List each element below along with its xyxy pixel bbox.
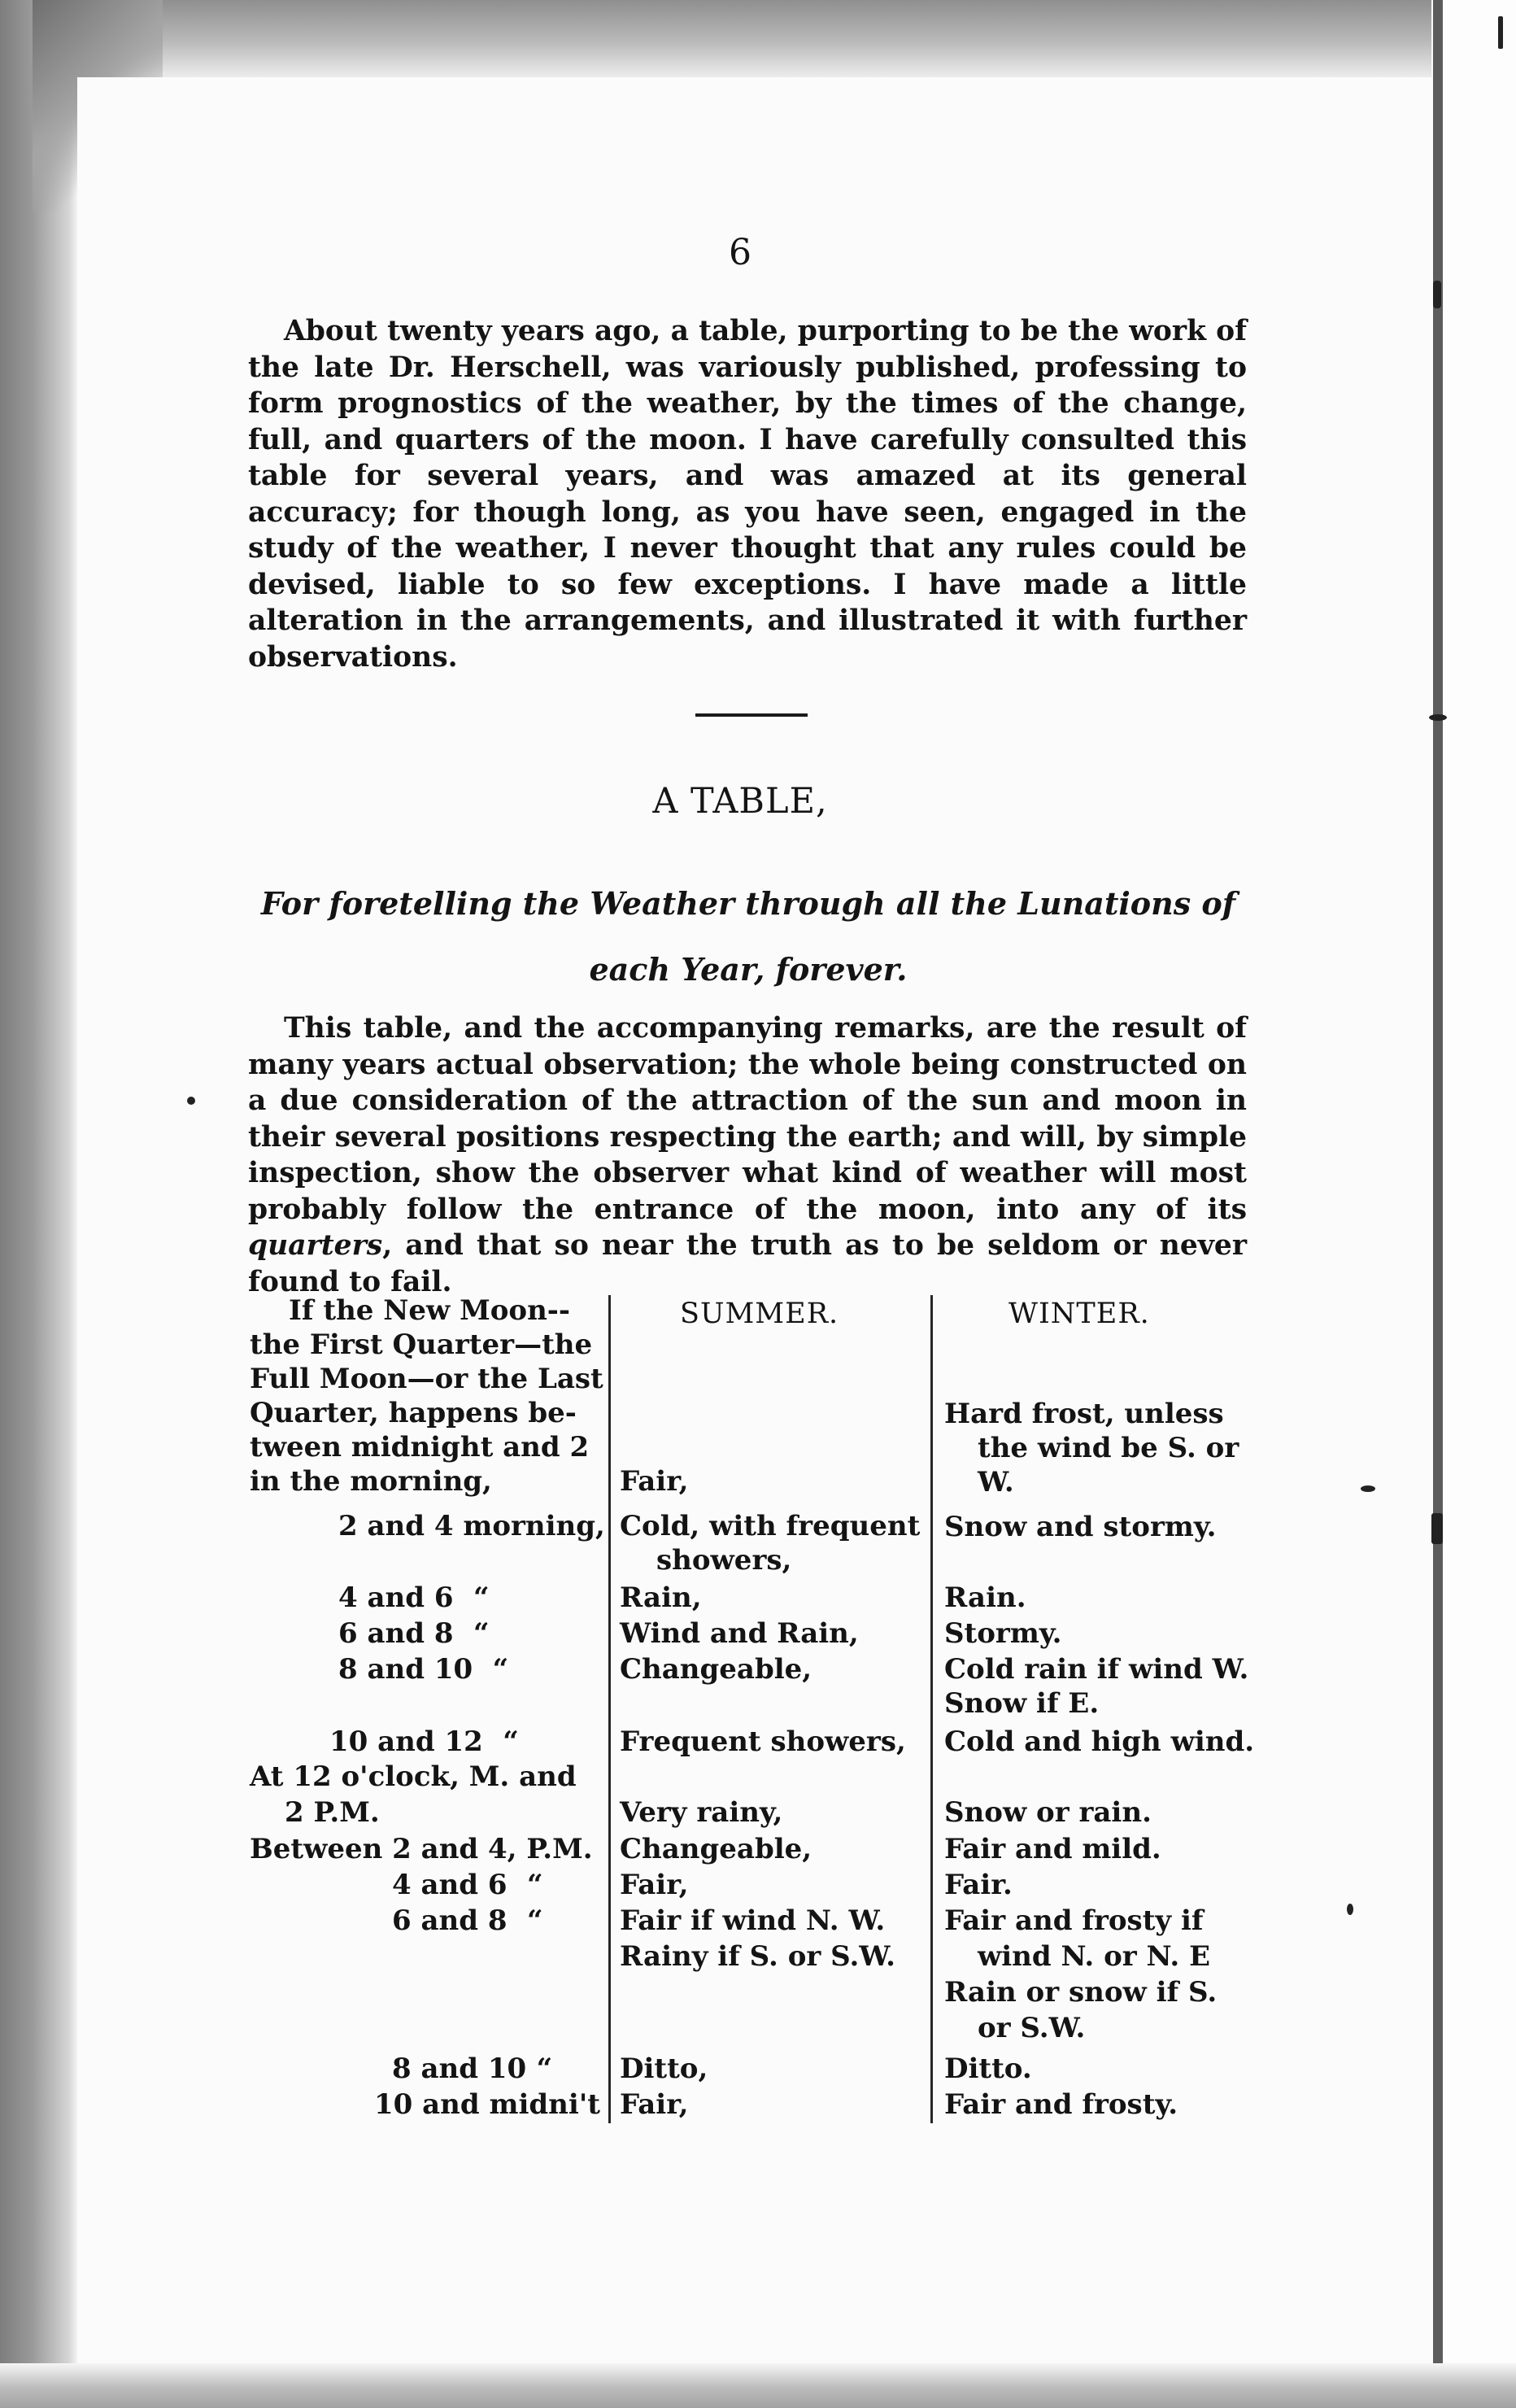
winter-cell: Cold and high wind. xyxy=(944,1725,1255,1758)
summer-header: SUMMER. xyxy=(680,1298,839,1330)
winter-cell: W. xyxy=(978,1466,1014,1498)
summer-cell: Frequent showers, xyxy=(620,1725,906,1758)
table-intro-line: If the New Moon-- xyxy=(289,1294,571,1327)
time-label: 6 and 8 xyxy=(338,1617,454,1650)
summer-cell: Ditto, xyxy=(620,2052,708,2085)
ink-speck xyxy=(1361,1485,1375,1492)
winter-cell: wind N. or N. E xyxy=(978,1940,1211,1973)
section-divider xyxy=(695,713,808,717)
description-text-end: , and that so near the truth as to be seldom or never found to fail. xyxy=(248,1229,1247,1298)
winter-cell: Hard frost, unless xyxy=(944,1398,1224,1430)
winter-cell: Fair and frosty. xyxy=(944,2088,1178,2121)
winter-cell: Snow and stormy. xyxy=(944,1511,1217,1543)
table-intro-line: Full Moon—or the Last xyxy=(250,1363,603,1395)
table-intro-line: Quarter, happens be- xyxy=(250,1397,577,1429)
winter-cell: Rain or snow if S. xyxy=(944,1976,1218,2009)
description-paragraph xyxy=(248,1010,1247,1300)
winter-cell: or S.W. xyxy=(978,2012,1086,2044)
winter-header: WINTER. xyxy=(1008,1298,1150,1330)
column-rule-1 xyxy=(608,1295,611,2123)
column-rule-2 xyxy=(930,1295,933,2123)
winter-cell: Rain. xyxy=(944,1581,1026,1614)
time-cell: 2 P.M. xyxy=(285,1796,380,1829)
ditto-mark: “ xyxy=(473,1617,490,1650)
time-label: 10 and 12 xyxy=(329,1725,483,1758)
time-cell xyxy=(338,1581,490,1615)
page-number: 6 xyxy=(729,232,751,273)
summer-cell: Fair, xyxy=(620,1465,689,1498)
summer-cell: Fair if wind N. W. xyxy=(620,1904,886,1937)
description-text: This table, and the accompanying remarks, are the result of many years actual observation; the whole being constructed on a due consideration of the attraction of the sun and moon in their several positions respecting the earth; and will, by simple inspection, show the observer what kind of weather will most probably follow the entrance of the moon, into any of its xyxy=(248,1012,1247,1226)
time-cell xyxy=(338,1616,490,1651)
table-subtitle: For foretelling the Weather through all the Lunations of each Year, forever. xyxy=(260,885,1236,988)
summer-cell: Very rainy, xyxy=(620,1796,783,1829)
time-cell: 2 and 4 morning, xyxy=(338,1510,605,1542)
ditto-mark: “ xyxy=(492,1653,509,1686)
winter-cell: Fair. xyxy=(944,1869,1013,1901)
ditto-mark: “ xyxy=(526,1904,543,1937)
time-label: 6 and 8 xyxy=(392,1904,508,1937)
ditto-mark: “ xyxy=(473,1581,490,1614)
ink-speck xyxy=(1433,281,1441,308)
table-intro-line: in the morning, xyxy=(250,1465,492,1498)
winter-cell: Cold rain if wind W. xyxy=(944,1653,1249,1686)
time-label: 4 and 6 xyxy=(338,1581,454,1614)
page-bottom-shadow xyxy=(0,2363,1516,2408)
ditto-mark: “ xyxy=(526,1869,543,1901)
winter-cell: Snow or rain. xyxy=(944,1796,1152,1829)
ink-speck xyxy=(1498,16,1503,49)
table-intro-line: tween midnight and 2 xyxy=(250,1431,590,1464)
time-cell xyxy=(392,1904,543,1938)
intro-paragraph: About twenty years ago, a table, purporting to be the work of the late Dr. Herschell, was variously published, professing to form prognostics of the weather, by the times of the change, full, and quarters of the moon. I have carefully consulted this table for several years, and was amazed at its general accuracy; for though long, as you have seen, engaged in the study of the weather, I never thought that any rules could be devised, liable to so few exceptions. I have made a little alteration in the arrangements, and illustrated it with further observations. xyxy=(248,315,1247,674)
winter-cell: the wind be S. or xyxy=(978,1432,1239,1464)
page-top-shadow xyxy=(49,0,1431,77)
time-label: 8 and 10 xyxy=(392,2052,527,2085)
table-intro-line: the First Quarter—the xyxy=(250,1328,593,1361)
time-cell xyxy=(329,1725,519,1759)
time-cell: At 12 o'clock, M. and xyxy=(250,1760,577,1793)
table-title: A TABLE, xyxy=(652,781,828,822)
winter-cell: Fair and mild. xyxy=(944,1833,1161,1865)
time-cell: 10 and midni't xyxy=(374,2088,600,2121)
ditto-mark: “ xyxy=(536,2052,553,2085)
time-cell xyxy=(338,1652,508,1686)
page-left-shadow xyxy=(0,0,77,2408)
winter-cell: Ditto. xyxy=(944,2052,1032,2085)
summer-cell: Changeable, xyxy=(620,1653,812,1686)
adjacent-page xyxy=(1443,0,1516,2408)
summer-cell: Rainy if S. or S.W. xyxy=(620,1940,896,1973)
ink-speck xyxy=(1347,1904,1353,1915)
ink-speck xyxy=(187,1097,195,1105)
time-cell xyxy=(392,2052,552,2086)
ink-speck xyxy=(1429,714,1447,721)
winter-cell: Fair and frosty if xyxy=(944,1904,1204,1937)
summer-cell: Fair, xyxy=(620,1869,689,1901)
page-right-edge xyxy=(1433,0,1443,2408)
summer-cell: Wind and Rain, xyxy=(620,1617,859,1650)
summer-cell: Cold, with frequent xyxy=(620,1510,921,1542)
ditto-mark: “ xyxy=(503,1725,519,1758)
summer-cell: Rain, xyxy=(620,1581,702,1614)
time-cell: Between 2 and 4, P.M. xyxy=(250,1833,593,1865)
summer-cell: Changeable, xyxy=(620,1833,812,1865)
winter-cell: Snow if E. xyxy=(944,1687,1100,1720)
winter-cell: Stormy. xyxy=(944,1617,1062,1650)
summer-cell: showers, xyxy=(656,1544,792,1577)
time-label: 4 and 6 xyxy=(392,1869,508,1901)
time-label: 8 and 10 xyxy=(338,1653,473,1686)
description-emphasis: quarters xyxy=(248,1229,383,1262)
summer-cell: Fair, xyxy=(620,2088,689,2121)
time-cell xyxy=(392,1868,543,1902)
ink-speck xyxy=(1431,1513,1443,1544)
